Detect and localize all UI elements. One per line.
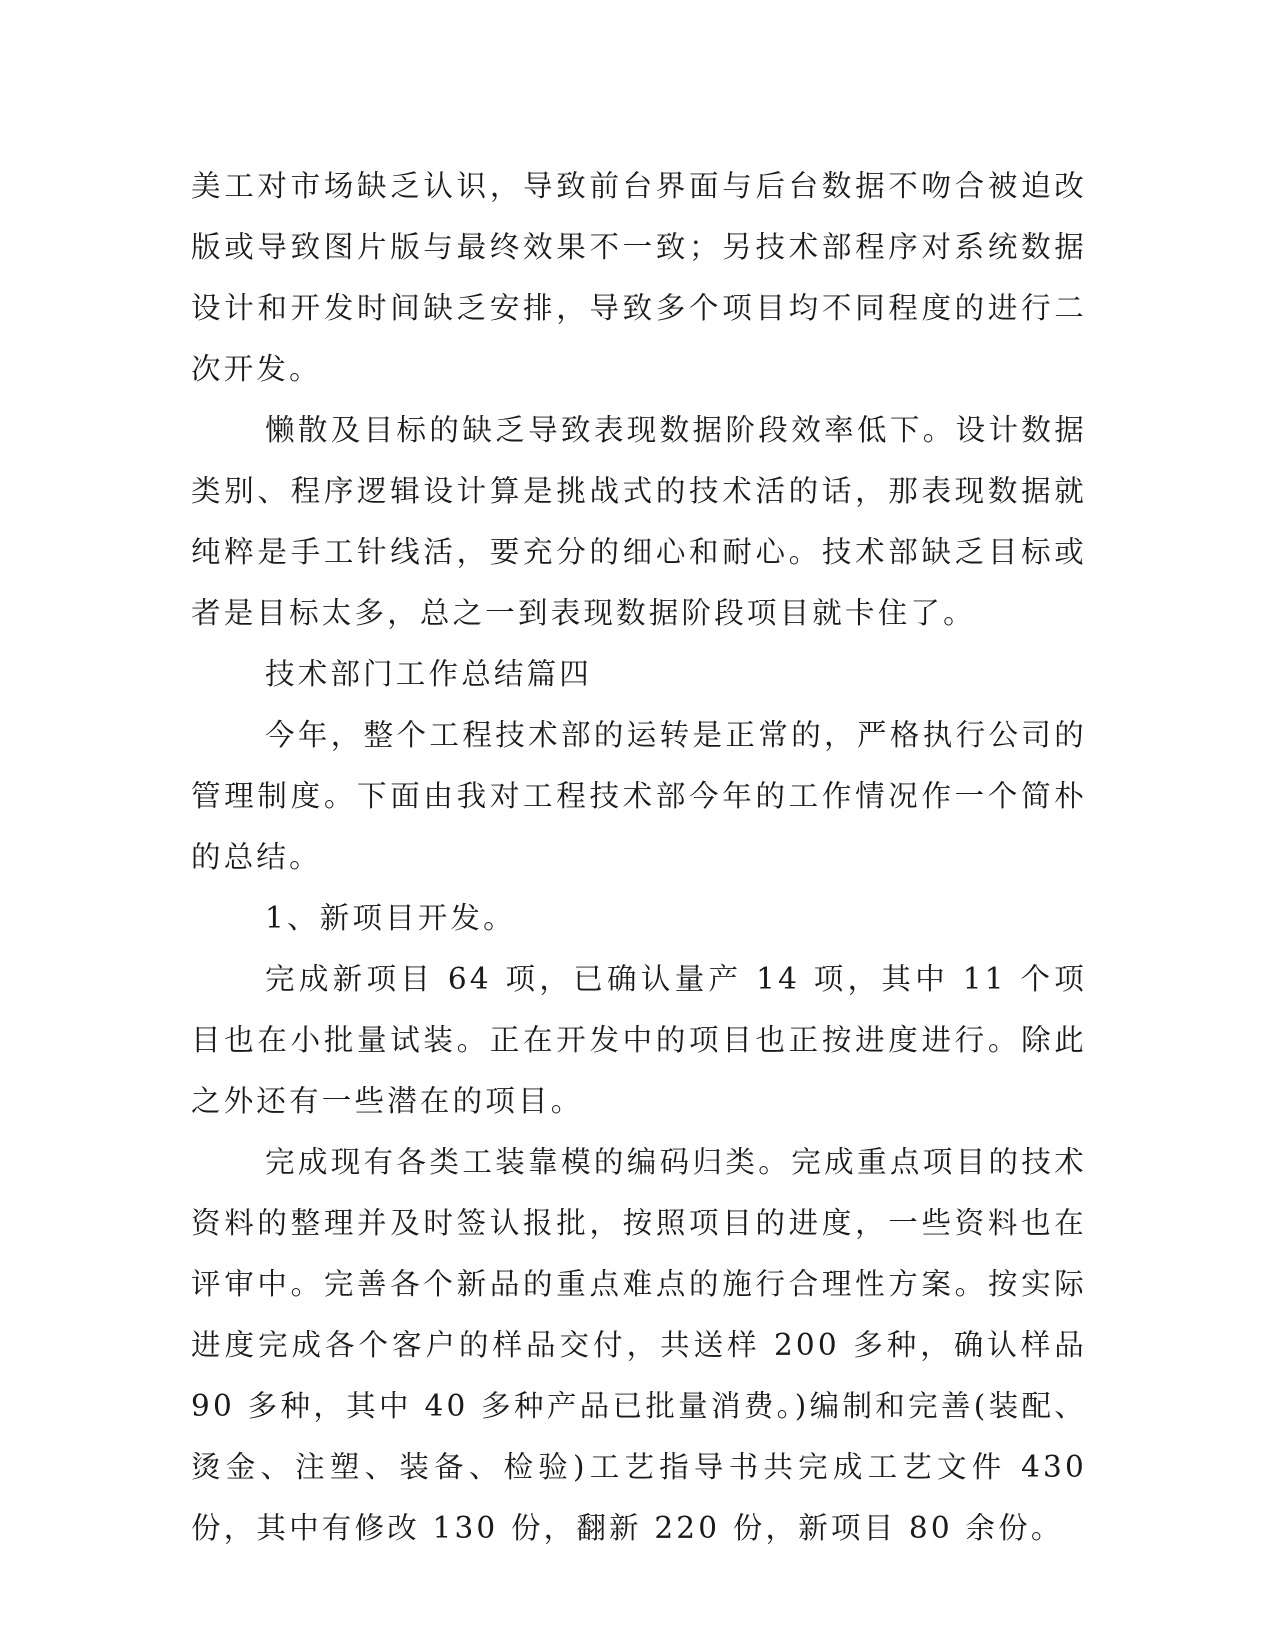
paragraph-efficiency: 懒散及目标的缺乏导致表现数据阶段效率低下。设计数据类别、程序逻辑设计算是挑战式的技术活的话，那表现数据就纯粹是手工针线活，要充分的细心和耐心。技术部缺乏目标或者是目标太多，总之一到表现数据阶段项目就卡住了。 <box>191 413 1087 630</box>
list-item-new-project: 1、新项目开发。 <box>265 901 516 935</box>
paragraph-market-awareness: 美工对市场缺乏认识，导致前台界面与后台数据不吻合被迫改版或导致图片版与最终效果不一致；另技术部程序对系统数据设计和开发时间缺乏安排，导致多个项目均不同程度的进行二次开发。 <box>191 169 1087 386</box>
paragraph-tooling-and-docs: 完成现有各类工装靠模的编码归类。完成重点项目的技术资料的整理并及时签认报批，按照项目的进度，一些资料也在评审中。完善各个新品的重点难点的施行合理性方案。按实际进度完成各个客户的样品交付，共送样 200 多种，确认样品 90 多种，其中 40 多种产品已批量消费。)编制和完善(装配、烫金、注塑、装备、检验)工艺指导书共完成工艺文件 430 份，其中有修改 130 份，翻新 220 份，新项目 80 余份。 <box>191 1145 1087 1545</box>
paragraph-project-count: 完成新项目 64 项，已确认量产 14 项，其中 11 个项目也在小批量试装。正在开发中的项目也正按进度进行。除此之外还有一些潜在的项目。 <box>191 962 1087 1118</box>
document-body <box>191 156 1087 1559</box>
section-heading: 技术部门工作总结篇四 <box>265 657 593 691</box>
paragraph-overview: 今年，整个工程技术部的运转是正常的，严格执行公司的管理制度。下面由我对工程技术部今年的工作情况作一个简朴的总结。 <box>191 718 1087 874</box>
